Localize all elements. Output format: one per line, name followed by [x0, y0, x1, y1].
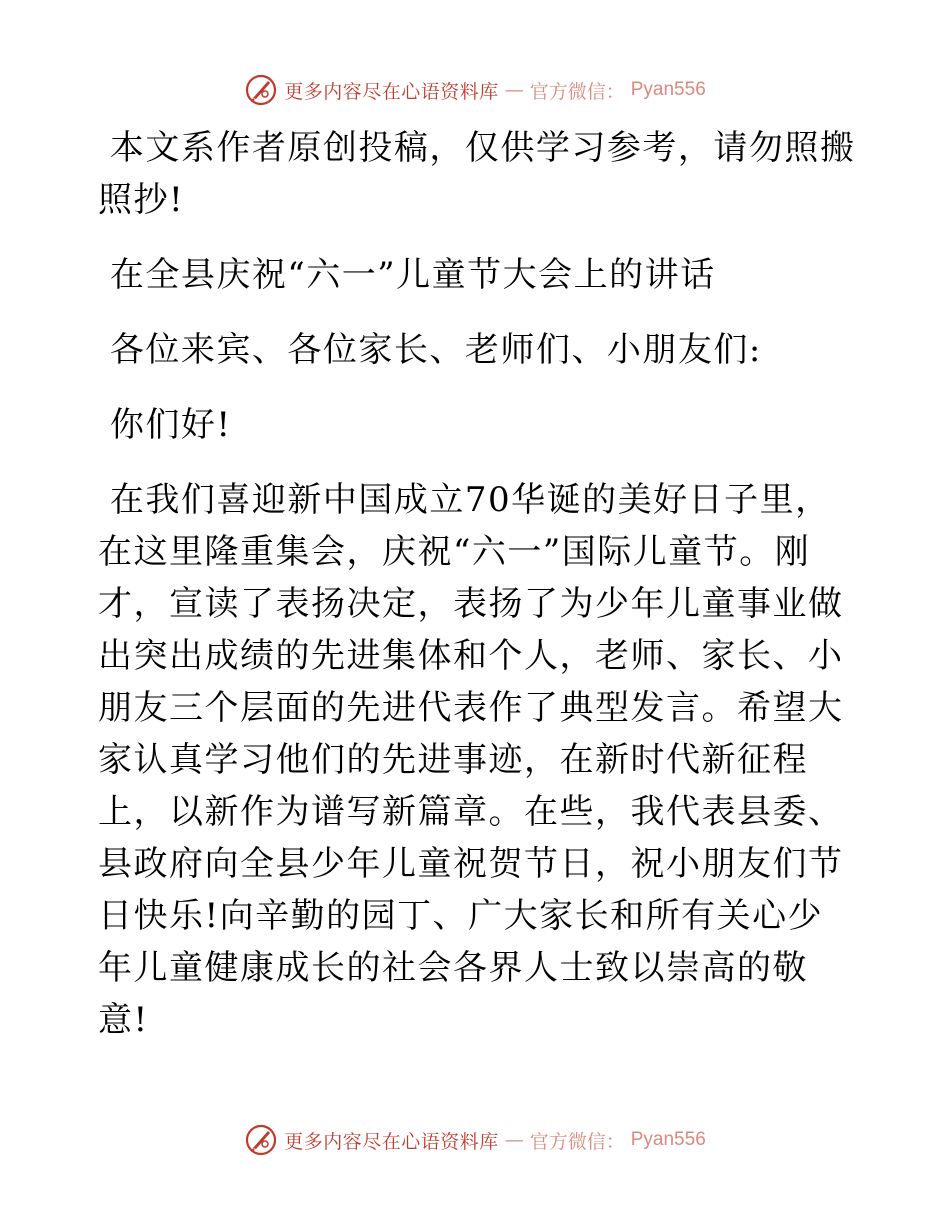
quill-logo-icon	[244, 73, 278, 107]
quill-logo-icon	[244, 1123, 278, 1157]
copyright-notice: 本文系作者原创投稿，仅供学习参考，请勿照搬照抄!	[98, 128, 856, 220]
body-paragraph: 在我们喜迎新中国成立70华诞的美好日子里，在这里隆重集会，庆祝“六一”国际儿童节。刚才，宣读了表扬决定，表扬了为少年儿童事业做出突出成绩的先进集体和个人，老师、家长、小朋友三个层面的先进代表作了典型发言。希望大家认真学习他们的先进事迹，在新时代新征程上，以新作为谱写新篇章。在些，我代表县委、县政府向全县少年儿童祝贺节日，祝小朋友们节日快乐!向辛勤的园丁、广大家长和所有关心少年儿童健康成长的社会各界人士致以崇高的敬意!	[98, 480, 844, 1040]
footer-wechat-label: 官方微信：	[529, 1130, 625, 1153]
greeting: 你们好!	[109, 405, 232, 445]
header-brand-text: 更多内容尽在心语资料库	[284, 80, 499, 103]
footer-wechat-id: Pyan556	[630, 1129, 706, 1150]
footer-brand-text: 更多内容尽在心语资料库	[284, 1130, 499, 1153]
footer-watermark-banner	[0, 1120, 950, 1160]
document-title: 在全县庆祝“六一”儿童节大会上的讲话	[109, 255, 716, 295]
footer-separator: —	[504, 1129, 524, 1151]
header-wechat-label: 官方微信：	[529, 80, 625, 103]
document-body	[98, 122, 858, 1046]
header-wechat-id: Pyan556	[630, 79, 706, 100]
header-separator: —	[504, 79, 524, 101]
header-watermark-banner	[0, 70, 950, 110]
salutation: 各位来宾、各位家长、老师们、小朋友们:	[109, 330, 762, 370]
